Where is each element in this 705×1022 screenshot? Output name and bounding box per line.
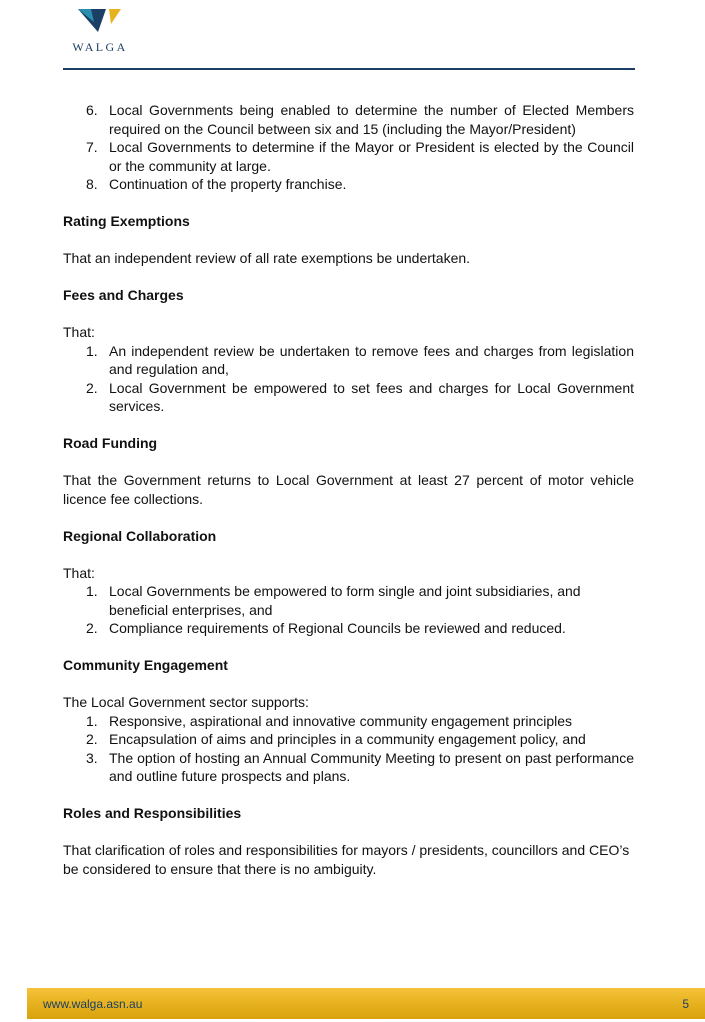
list-item: 6. Local Governments being enabled to determine the number of Elected Members required on the Council between six and 15 (including the Mayor/President) bbox=[86, 102, 634, 137]
regional-list bbox=[63, 582, 634, 638]
list-item: 2. Local Government be empowered to set fees and charges for Local Government services. bbox=[86, 379, 634, 414]
fees-list bbox=[63, 342, 634, 416]
section-heading-regional: Regional Collaboration bbox=[63, 527, 217, 544]
list-item: 7. Local Governments to determine if the Mayor or President is elected by the Council or the community at large. bbox=[86, 139, 634, 174]
list-item: 3. The option of hosting an Annual Community Meeting to present on past performance and outline future prospects and plans. bbox=[86, 749, 634, 784]
list-item: 2. Encapsulation of aims and principles in a community engagement policy, and bbox=[86, 731, 586, 747]
page-footer bbox=[27, 988, 705, 1019]
section-heading-rating: Rating Exemptions bbox=[63, 213, 190, 229]
walga-logo bbox=[68, 6, 132, 56]
logo-wordmark: WALGA bbox=[72, 40, 128, 54]
regional-lead: That: bbox=[63, 564, 95, 581]
intro-list bbox=[63, 101, 634, 194]
section-heading-community: Community Engagement bbox=[63, 657, 228, 673]
road-text: That the Government returns to Local Government at least 27 percent of motor vehicle licence fee collections. bbox=[63, 472, 634, 507]
list-item: 8. Continuation of the property franchise. bbox=[86, 176, 347, 192]
community-list bbox=[63, 712, 634, 786]
list-item: 1. An independent review be undertaken to remove fees and charges from legislation and regulation and, bbox=[86, 342, 634, 377]
section-heading-road: Road Funding bbox=[63, 435, 158, 451]
footer-url: www.walga.asn.au bbox=[43, 997, 143, 1011]
section-heading-fees: Fees and Charges bbox=[63, 287, 184, 303]
document-body bbox=[63, 101, 634, 878]
list-item: 1. Responsive, aspirational and innovative community engagement principles bbox=[86, 712, 573, 729]
roles-text: That clarification of roles and responsibilities for mayors / presidents, councillors and CEO’s be considered to ensure that there is no ambiguity. bbox=[63, 842, 630, 877]
header-divider bbox=[63, 68, 635, 70]
fees-lead: That: bbox=[63, 324, 95, 340]
section-heading-roles: Roles and Responsibilities bbox=[63, 805, 242, 821]
list-item: 1. Local Governments be empowered to form single and joint subsidiaries, and beneficial enterprises, and bbox=[86, 583, 581, 618]
walga-logo-mark bbox=[68, 6, 132, 42]
page-number: 5 bbox=[682, 997, 689, 1011]
rating-text: That an independent review of all rate exemptions be undertaken. bbox=[63, 250, 471, 266]
community-lead: The Local Government sector supports: bbox=[63, 694, 309, 710]
list-item: 2. Compliance requirements of Regional Councils be reviewed and reduced. bbox=[86, 620, 566, 636]
